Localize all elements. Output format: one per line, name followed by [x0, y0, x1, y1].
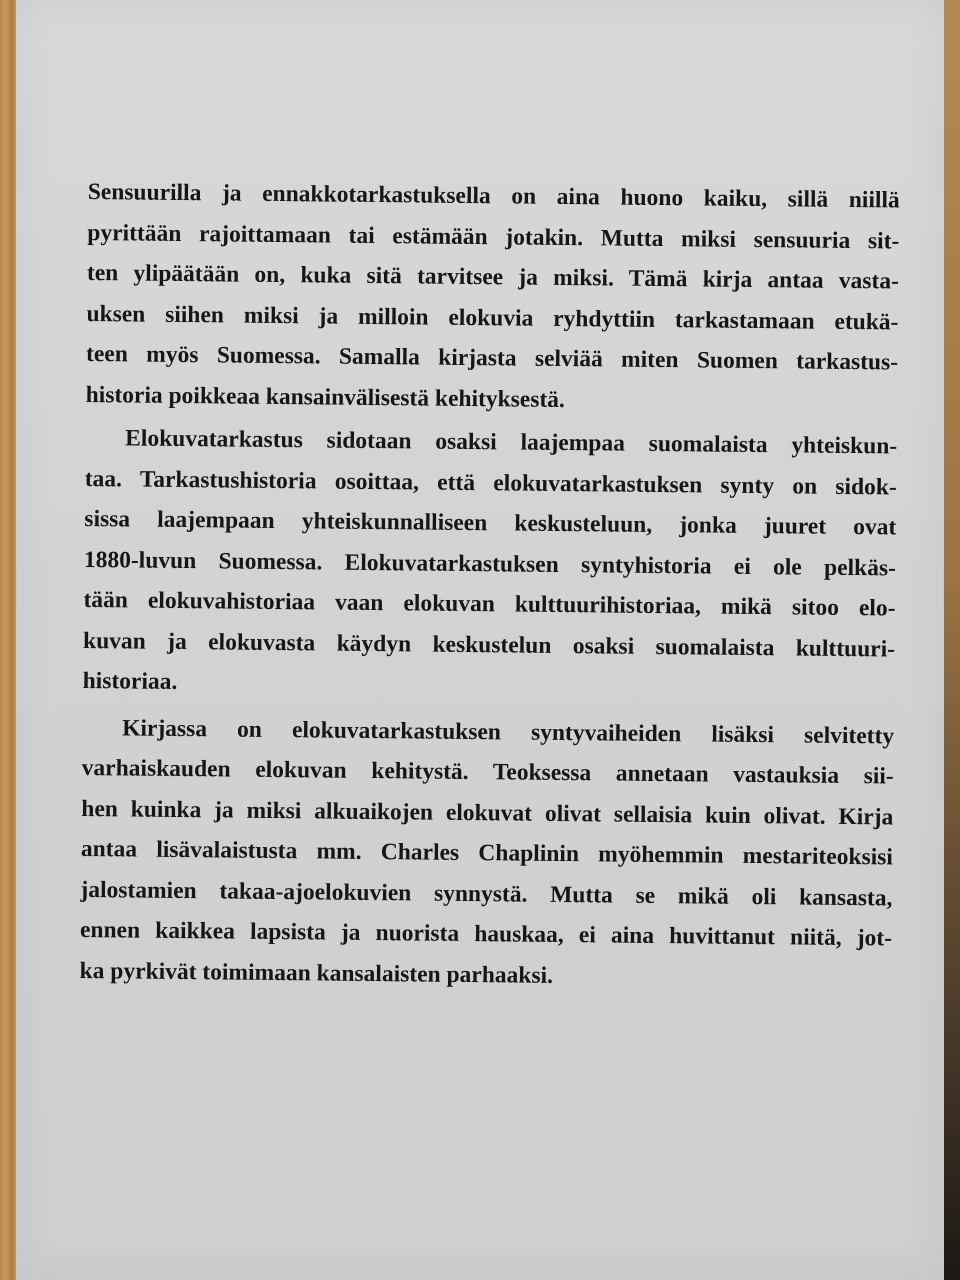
text-line: ka pyrkivät toimimaan kansalaisten parhaaksi.: [79, 957, 554, 989]
text-line: Kirjassa on elokuvatarkastuksen syntyvaiheiden lisäksi selvitetty: [122, 714, 895, 749]
text-line: 1880-luvun Suomessa. Elokuvatarkastuksen syntyhistoria ei ole pelkäs-: [83, 546, 897, 581]
text-line: varhaiskauden elokuvan kehitystä. Teoksessa annetaan vastauksia sii-: [81, 754, 894, 790]
text-line: sissa laajempaan yhteiskunnalliseen keskusteluun, jonka juuret ovat: [84, 505, 897, 541]
text-line: ennen kaikkea lapsista ja nuorista hauskaa, ei aina huvittanut niitä, jot-: [79, 916, 893, 952]
text-line: uksen siihen miksi ja milloin elokuvia ryhdyttiin tarkastamaan etukä-: [86, 300, 899, 335]
text-line: pyrittään rajoittamaan tai estämään jotakin. Mutta miksi sensuuria sit-: [87, 219, 900, 254]
text-line: tään elokuvahistoriaa vaan elokuvan kulttuurihistoriaa, mikä sitoo elo-: [83, 586, 896, 622]
blurb-paragraph-1: [85, 172, 900, 423]
blurb-paragraph-3: [79, 707, 894, 999]
text-line: historia poikkeaa kansainvälisestä kehityksestä.: [85, 381, 566, 413]
text-line: antaa lisävalaistusta mm. Charles Chaplinin myöhemmin mestariteoksisi: [80, 835, 894, 871]
blurb-paragraph-2: [82, 418, 897, 710]
text-line: Elokuvatarkastus sidotaan osaksi laajempaa suomalaista yhteiskun-: [125, 425, 898, 460]
text-line: jalostamien takaa-ajoelokuvien synnystä. Mutta se mikä oli kansasta,: [80, 876, 893, 911]
text-line: Sensuurilla ja ennakkotarkastuksella on aina huono kaiku, sillä niillä: [87, 178, 900, 214]
text-line: kuvan ja elokuvasta käydyn keskustelun osaksi suomalaista kulttuuri-: [82, 627, 896, 662]
text-line: ten ylipäätään on, kuka sitä tarvitsee ja miksi. Tämä kirja antaa vasta-: [86, 259, 900, 295]
text-line: historiaa.: [82, 667, 178, 695]
back-cover-blurb: [79, 172, 900, 999]
text-line: teen myös Suomessa. Samalla kirjasta selviää miten Suomen tarkastus-: [85, 340, 899, 376]
text-line: hen kuinka ja miksi alkuaikojen elokuvat olivat sellaisia kuin olivat. Kirja: [81, 795, 894, 830]
text-line: taa. Tarkastushistoria osoittaa, että elokuvatarkastuksen synty on sidok-: [84, 465, 897, 500]
